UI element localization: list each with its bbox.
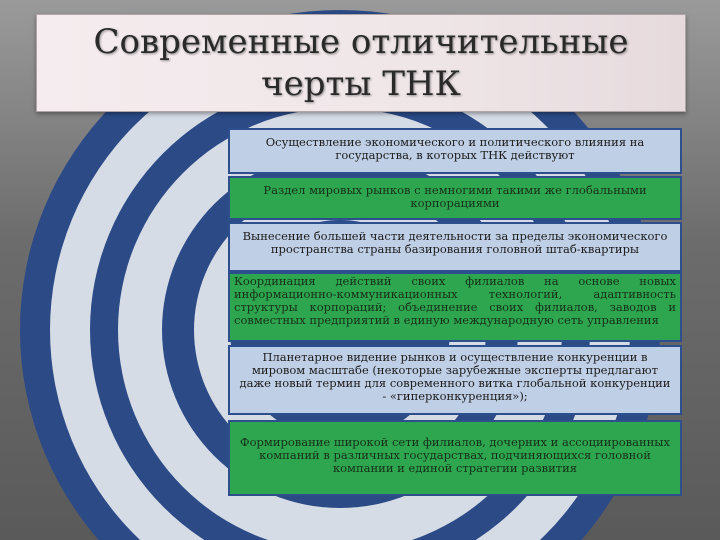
feature-bar-1	[228, 128, 682, 174]
feature-text-3: Вынесение большей части деятельности за пределы экономического пространства страны базирования головной штаб-квартиры	[242, 229, 668, 256]
feature-text-4: Координация действий своих филиалов на основе новых информационно-коммуникационных технологий, адаптивность структуры корпораций; объединение своих филиалов, заводов и совместных предприятий в единую международную сеть управления	[234, 274, 676, 327]
title-box	[36, 14, 686, 112]
feature-bar-5	[228, 345, 682, 415]
feature-bar-4	[228, 272, 682, 342]
feature-text-5: Планетарное видение рынков и осуществление конкуренции в мировом масштабе (некоторые зарубежные эксперты предлагают даже новый термин для современного витка глобальной конкуренции - «гиперконкуренция»);	[239, 350, 671, 403]
feature-bar-3	[228, 222, 682, 272]
feature-text-2: Раздел мировых рынков с немногими такими же глобальными корпорациями	[263, 183, 647, 210]
slide-title	[37, 21, 685, 105]
feature-text-6: Формирование широкой сети филиалов, дочерних и ассоциированных компаний в различных государствах, подчиняющихся головной компании и единой стратегии развития	[240, 435, 670, 475]
feature-text-1: Осуществление экономического и политического влияния на государства, в которых ТНК действуют	[265, 135, 645, 162]
title-line-1: Современные отличительные	[93, 22, 629, 62]
feature-bar-2	[228, 176, 682, 220]
title-line-2: черты ТНК	[261, 64, 461, 104]
feature-bar-6	[228, 420, 682, 496]
